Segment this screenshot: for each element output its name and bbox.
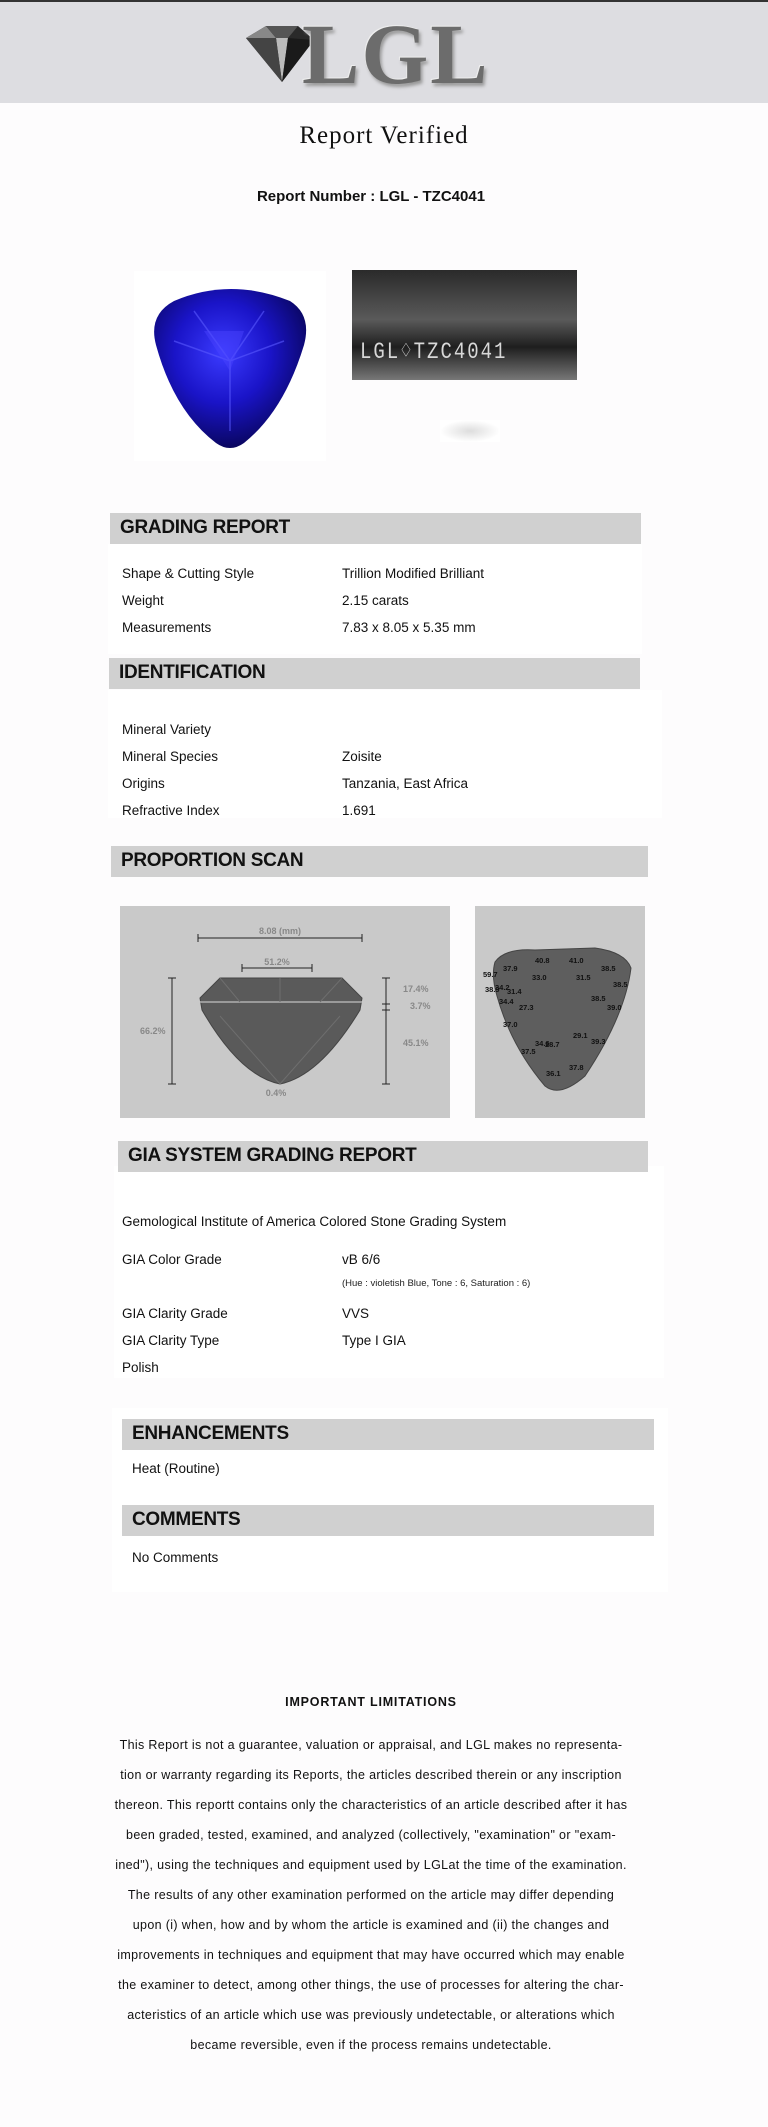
limitations-line: improvements in techniques and equipment that may have occurred which may enable bbox=[117, 1948, 625, 1962]
grading-value-measurements: 7.83 x 8.05 x 5.35 mm bbox=[342, 620, 476, 635]
gia-value-color: vB 6/6 bbox=[342, 1252, 381, 1267]
gem-photo bbox=[134, 271, 326, 461]
grading-label-measurements: Measurements bbox=[122, 620, 212, 635]
top-num: 36.1 bbox=[546, 1069, 561, 1078]
pavilion-label: 45.1% bbox=[403, 1038, 429, 1048]
limitations-line: the examiner to detect, among other things, the use of processes for altering the char- bbox=[118, 1978, 624, 1992]
limitations-line: became reversible, even if the process remains undetectable. bbox=[190, 2038, 552, 2052]
top-num: 38.5 bbox=[601, 964, 616, 973]
top-num: 33.0 bbox=[532, 973, 547, 982]
top-num: 37.8 bbox=[569, 1063, 584, 1072]
lgl-logo[interactable] bbox=[232, 6, 492, 102]
gia-label-clarity-type: GIA Clarity Type bbox=[122, 1333, 220, 1348]
proportion-scan-heading: PROPORTION SCAN bbox=[121, 850, 304, 871]
enhancements-header bbox=[122, 1419, 654, 1450]
comments-text: No Comments bbox=[132, 1550, 219, 1565]
identification-header bbox=[109, 658, 640, 689]
page-title: Report Verified bbox=[299, 122, 469, 149]
top-num: 37.5 bbox=[521, 1047, 536, 1056]
grading-value-shape: Trillion Modified Brilliant bbox=[342, 566, 485, 581]
side-profile-diagram bbox=[120, 906, 450, 1118]
inscription-text: LGL♢TZC4041 bbox=[360, 338, 508, 366]
grading-value-weight: 2.15 carats bbox=[342, 593, 409, 608]
table-label: 51.2% bbox=[264, 957, 290, 967]
top-profile-diagram bbox=[475, 906, 645, 1118]
top-num: 29.1 bbox=[573, 1031, 588, 1040]
grading-label-weight: Weight bbox=[122, 593, 164, 608]
identification-value-origins: Tanzania, East Africa bbox=[342, 776, 469, 791]
top-num: 37.9 bbox=[503, 964, 518, 973]
top-num: 31.4 bbox=[507, 987, 522, 996]
gia-color-note: (Hue : violetish Blue, Tone : 6, Saturation : 6) bbox=[342, 1278, 531, 1289]
limitations-line: This Report is not a guarantee, valuation or appraisal, and LGL makes no representa- bbox=[119, 1738, 623, 1752]
proportion-scan-header bbox=[111, 846, 648, 877]
top-num: 27.3 bbox=[519, 1003, 534, 1012]
gia-value-clarity-type: Type I GIA bbox=[342, 1333, 406, 1348]
top-num: 39.0 bbox=[607, 1003, 622, 1012]
gia-system-header bbox=[118, 1141, 648, 1172]
report-number: Report Number : LGL - TZC4041 bbox=[256, 188, 486, 205]
top-num: 38.5 bbox=[613, 980, 628, 989]
identification-value-species: Zoisite bbox=[342, 749, 382, 764]
gia-value-clarity-grade: VVS bbox=[342, 1306, 370, 1321]
enhancements-heading: ENHANCEMENTS bbox=[132, 1423, 289, 1444]
top-num: 40.8 bbox=[535, 956, 550, 965]
top-num: 28.7 bbox=[545, 1040, 560, 1049]
gia-system-heading: GIA SYSTEM GRADING REPORT bbox=[128, 1145, 417, 1166]
identification-label-species: Mineral Species bbox=[122, 749, 219, 764]
top-num: 34.2 bbox=[495, 983, 510, 992]
identification-label-ri: Refractive Index bbox=[122, 803, 220, 818]
depth-label: 66.2% bbox=[140, 1026, 166, 1036]
limitations-line: tion or warranty regarding its Reports, the articles described therein or any inscription bbox=[120, 1768, 622, 1782]
identification-label-variety: Mineral Variety bbox=[122, 722, 212, 737]
inscription-photo bbox=[352, 270, 577, 380]
comments-header bbox=[122, 1505, 654, 1536]
top-num: 41.0 bbox=[569, 956, 584, 965]
gia-label-clarity-grade: GIA Clarity Grade bbox=[122, 1306, 228, 1321]
identification-value-ri: 1.691 bbox=[342, 803, 376, 818]
identification-label-origins: Origins bbox=[122, 776, 165, 791]
limitations-line: The results of any other examination performed on the article may differ depending bbox=[127, 1888, 615, 1902]
limitations-line: acteristics of an article which use was previously undetectable, or alterations which bbox=[127, 2008, 615, 2022]
top-num: 39.3 bbox=[591, 1037, 606, 1046]
limitations-line: been graded, tested, examined, and analyzed (collectively, "examination" or "exam- bbox=[126, 1828, 616, 1842]
culet-label: 0.4% bbox=[265, 1088, 287, 1098]
limitations-line: upon (i) when, how and by whom the article is examined and (ii) the changes and bbox=[132, 1918, 610, 1932]
gem-image bbox=[134, 271, 326, 461]
top-num: 59.7 bbox=[483, 970, 498, 979]
grading-label-shape: Shape & Cutting Style bbox=[122, 566, 255, 581]
gia-label-color: GIA Color Grade bbox=[122, 1252, 222, 1267]
gia-label-polish: Polish bbox=[122, 1360, 159, 1375]
top-num: 38.5 bbox=[591, 994, 606, 1003]
limitations-line: ined"), using the techniques and equipment used by LGLat the time of the examination. bbox=[115, 1858, 627, 1872]
proportion-top-view bbox=[475, 906, 645, 1118]
width-label: 8.08 (mm) bbox=[258, 926, 302, 936]
limitations-heading: IMPORTANT LIMITATIONS bbox=[285, 1695, 457, 1709]
logo-text: LGL bbox=[302, 6, 490, 102]
comments-heading: COMMENTS bbox=[132, 1509, 241, 1530]
top-num: 37.0 bbox=[503, 1020, 518, 1029]
identification-heading: IDENTIFICATION bbox=[119, 662, 266, 683]
grading-report-header bbox=[110, 513, 641, 544]
grading-report-heading: GRADING REPORT bbox=[120, 517, 290, 538]
top-num: 38.9 bbox=[485, 985, 500, 994]
header-banner bbox=[0, 2, 768, 103]
crown-label: 17.4% bbox=[403, 984, 429, 994]
top-num: 34.6 bbox=[535, 1039, 550, 1048]
proportion-side-view bbox=[120, 906, 450, 1118]
top-num: 34.4 bbox=[499, 997, 514, 1006]
girdle-label: 3.7% bbox=[410, 1001, 431, 1011]
limitations-line: thereon. This reportt contains only the characteristics of an article described after it has bbox=[114, 1798, 628, 1812]
enhancements-text: Heat (Routine) bbox=[132, 1461, 220, 1476]
gia-system-name: Gemological Institute of America Colored Stone Grading System bbox=[122, 1214, 507, 1229]
photo-smudge bbox=[440, 420, 500, 442]
top-num: 31.5 bbox=[576, 973, 591, 982]
